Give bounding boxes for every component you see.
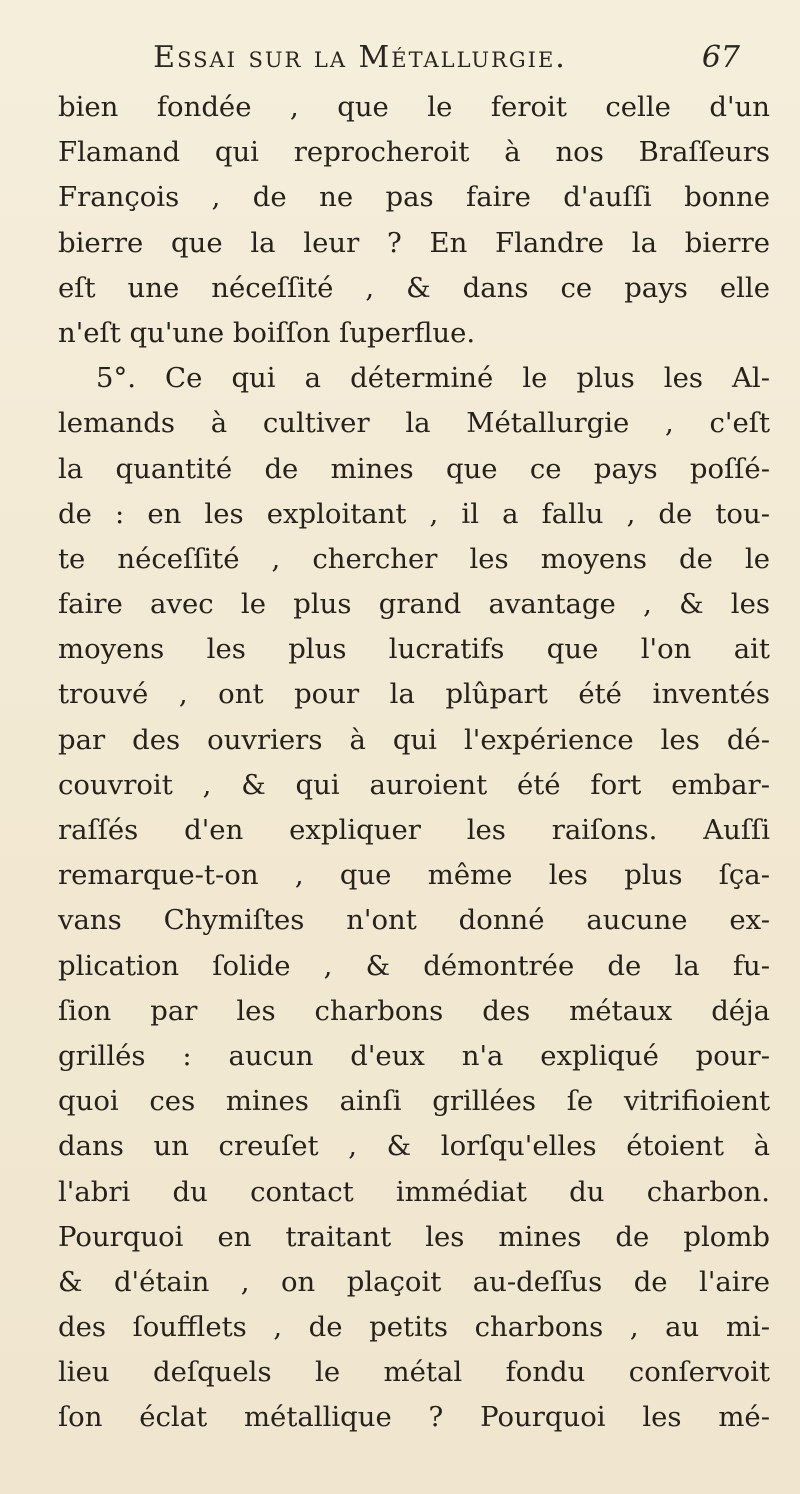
text-line: Pourquoi en traitant les mines de plomb [58,1220,770,1253]
text-line: dans un creuſet , & lorſqu'elles étoient à [58,1130,770,1163]
text-line: quoi ces mines ainſi grillées ſe vitrifioient [58,1085,770,1118]
text-line: ſon éclat métallique ? Pourquoi les mé- [58,1401,770,1434]
text-line: faire avec le plus grand avantage , & les [58,588,770,621]
text-line: n'eſt qu'une boiſſon ſuperflue. [58,316,476,349]
text-line: Flamand qui reprocheroit à nos Braſſeurs [58,136,770,169]
text-line: des ſoufflets , de petits charbons , au mi- [58,1311,770,1344]
page-header [60,36,780,86]
text-line: & d'étain , on plaçoit au-deſſus de l'aire [58,1265,770,1298]
text-line: ſion par les charbons des métaux déja [58,994,770,1027]
body-text [58,85,770,1441]
text-line: grillés : aucun d'eux n'a expliqué pour- [58,1039,770,1072]
text-line: lemands à cultiver la Métallurgie , c'eſt [58,407,770,440]
text-line: remarque-t-on , que même les plus ſça- [58,859,770,892]
text-line: François , de ne pas faire d'auſſi bonne [58,181,770,214]
text-line: bierre que la leur ? En Flandre la bierre [58,226,770,259]
text-line: par des ouvriers à qui l'expérience les dé- [58,723,770,756]
text-line: de : en les exploitant , il a fallu , de tou- [58,497,770,530]
running-title: Essai sur la Métallurgie. [153,40,567,75]
text-line: la quantité de mines que ce pays poſſé- [58,452,770,485]
text-line: plication ſolide , & démontrée de la fu- [58,949,770,982]
text-line: bien fondée , que le feroit celle d'un [58,91,770,123]
text-line: raſſés d'en expliquer les raiſons. Auſſi [58,814,770,846]
text-line: lieu deſquels le métal fondu conſervoit [58,1356,770,1389]
text-line: l'abri du contact immédiat du charbon. [58,1175,770,1208]
text-line: 5°. Ce qui a déterminé le plus les Al- [96,362,770,395]
text-line: moyens les plus lucratifs que l'on ait [58,633,770,666]
text-line: eſt une néceſſité , & dans ce pays elle [58,271,770,304]
text-line: vans Chymiſtes n'ont donné aucune ex- [58,904,770,937]
text-line: couvroit , & qui auroient été fort embar- [58,768,770,801]
text-line: trouvé , ont pour la plûpart été inventés [58,678,770,711]
page-number: 67 [701,40,740,75]
text-line: te néceſſité , chercher les moyens de le [58,542,770,575]
